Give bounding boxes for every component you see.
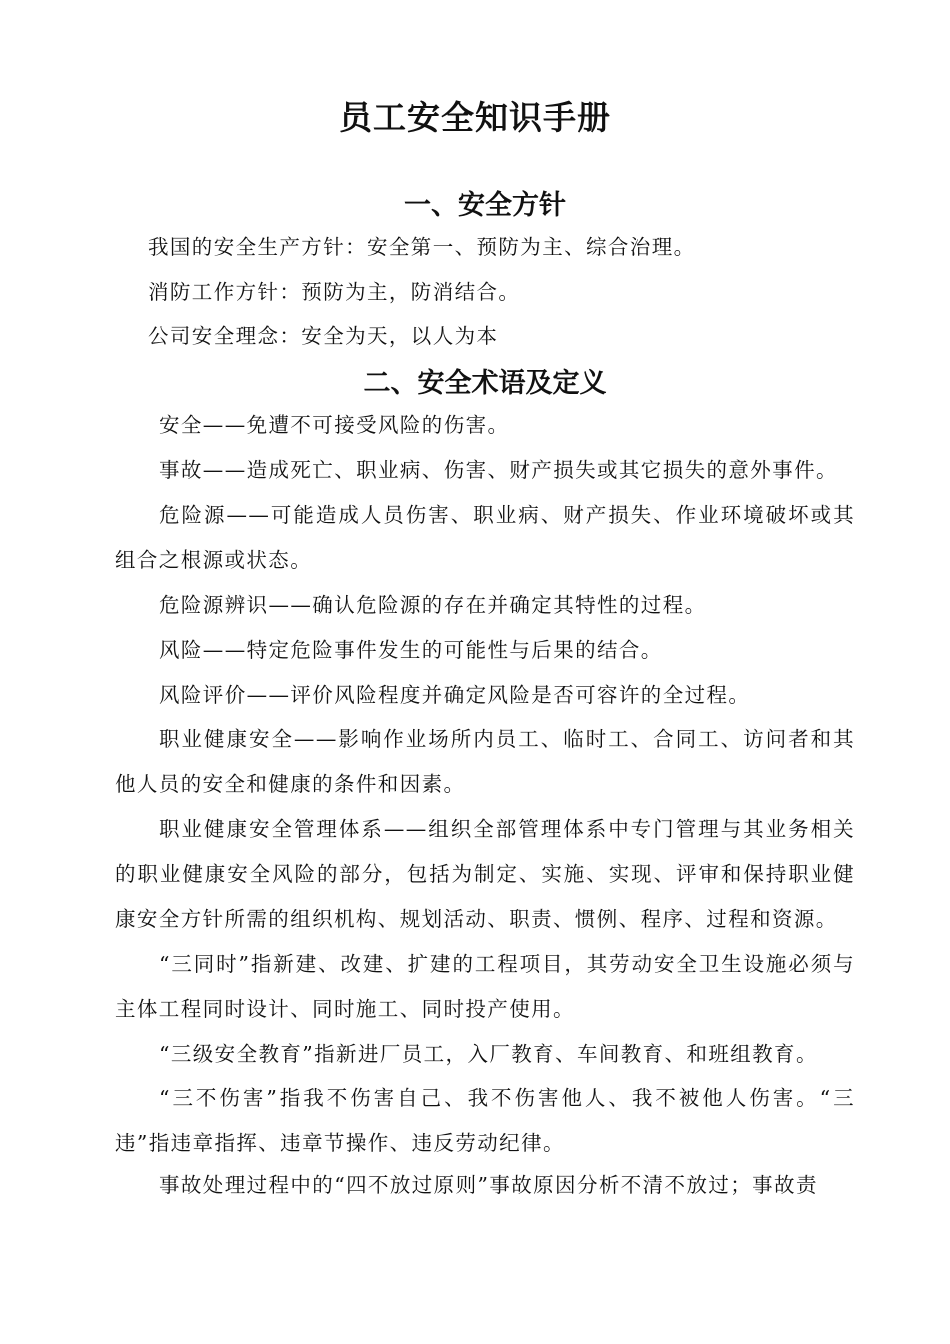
- paragraph: “三不伤害”指我不伤害自己、我不伤害他人、我不被他人伤害。“三违”指违章指挥、违章节操作、违反劳动纪律。: [115, 1086, 855, 1155]
- paragraph: 危险源——可能造成人员伤害、职业病、财产损失、作业环境破坏或其组合之根源或状态。: [115, 503, 855, 572]
- paragraph: 危险源辨识——确认危险源的存在并确定其特性的过程。: [159, 593, 707, 617]
- paragraph: 我国的安全生产方针：安全第一、预防为主、综合治理。: [148, 235, 696, 259]
- paragraph: 职业健康安全——影响作业场所内员工、临时工、合同工、访问者和其他人员的安全和健康的条件和因素。: [115, 727, 855, 796]
- document-title: 员工安全知识手册: [339, 98, 611, 137]
- paragraph: “三级安全教育”指新进厂员工，入厂教育、车间教育、和班组教育。: [159, 1042, 818, 1066]
- paragraph: 事故——造成死亡、职业病、伤害、财产损失或其它损失的意外事件。: [159, 458, 838, 482]
- paragraph: 公司安全理念：安全为天，以人为本: [148, 324, 499, 348]
- section-heading-terms: 二、安全术语及定义: [363, 368, 607, 399]
- paragraph: 风险——特定危险事件发生的可能性与后果的结合。: [159, 638, 663, 662]
- paragraph: 职业健康安全管理体系——组织全部管理体系中专门管理与其业务相关的职业健康安全风险的部分，包括为制定、实施、实现、评审和保持职业健康安全方针所需的组织机构、规划活动、职责、惯例、程序、过程和资源。: [115, 817, 855, 931]
- section-heading-policy: 一、安全方针: [404, 190, 566, 221]
- paragraph: 消防工作方针：预防为主，防消结合。: [148, 280, 521, 304]
- paragraph: 安全——免遭不可接受风险的伤害。: [159, 413, 510, 437]
- paragraph: “三同时”指新建、改建、扩建的工程项目，其劳动安全卫生设施必须与主体工程同时设计、同时施工、同时投产使用。: [115, 952, 855, 1021]
- paragraph: 风险评价——评价风险程度并确定风险是否可容许的全过程。: [159, 683, 751, 707]
- paragraph: 事故处理过程中的“四不放过原则”事故原因分析不清不放过；事故责: [159, 1173, 818, 1197]
